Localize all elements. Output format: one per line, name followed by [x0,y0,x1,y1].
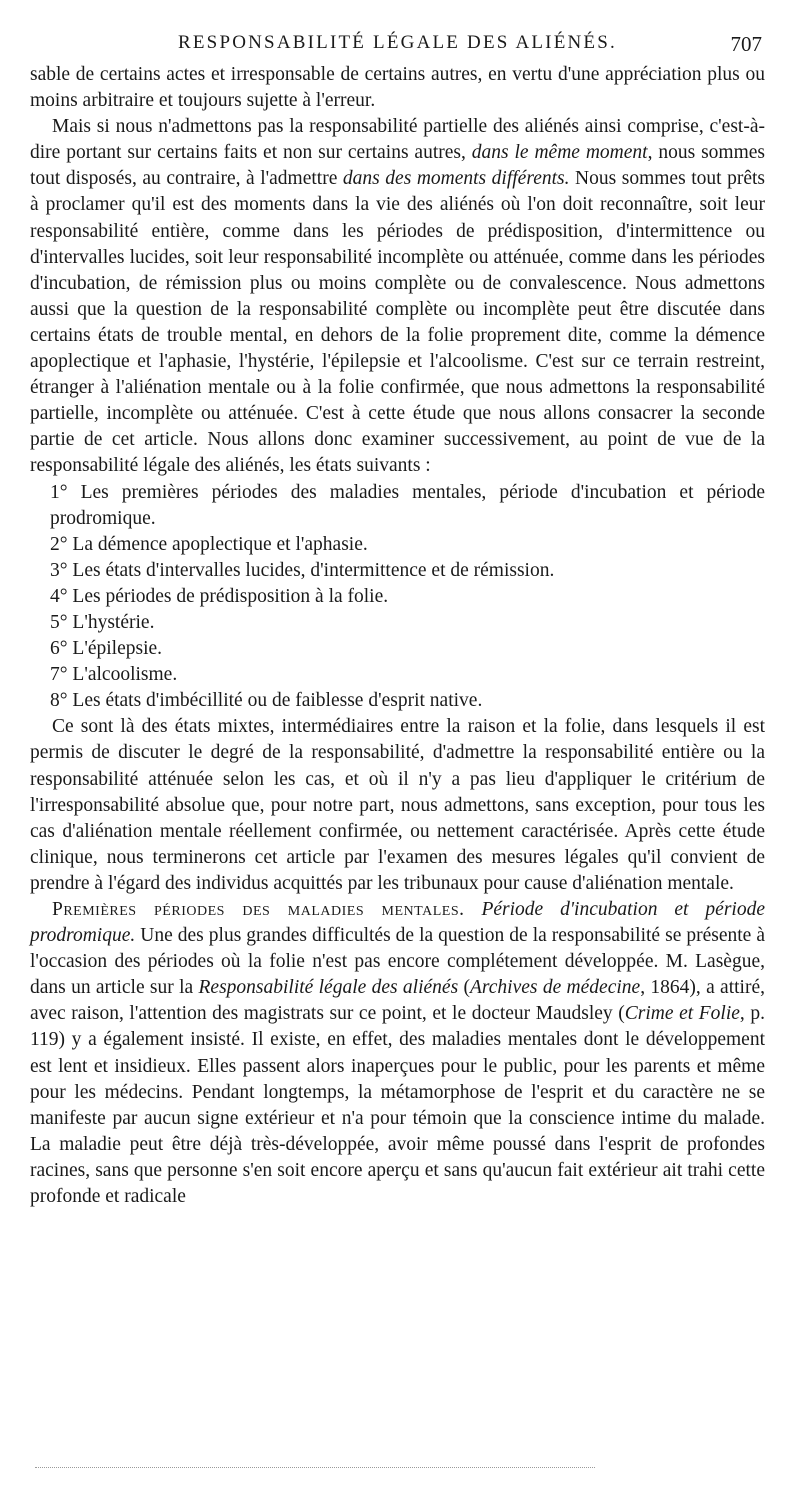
list-item: 2° La démence apoplectique et l'aphasie. [50,533,368,555]
list-item: 1° Les premières périodes des maladies mentales, période d'incubation et période prodromique. [50,481,765,529]
emphasis-same-moment: dans le même moment [471,142,648,164]
list-item: 4° Les périodes de prédisposition à la folie. [50,585,389,607]
emphasis-different-moments: dans des moments différents. [342,168,570,190]
list-item: 5° L'hystérie. [50,611,155,633]
paragraph-mixed-states: Ce sont là des états mixtes, intermédiaires entre la raison et la folie, dans lesquels il est permis de discuter le degré de la responsabilité, d'admettre la responsabilité entière ou la responsabilité atténuée selon les cas, et où il n'y a pas lieu d'appliquer le critérium de l'irresponsabilité absolue que, pour notre part, nous admettons, sans exception, pour tous les cas d'aliénation mentale réellement confirmée, ou nettement caractérisée. Après cette étude clinique, nous terminerons cet article par l'examen des mesures légales qu'il convient de prendre à l'égard des individus acquittés par les tribunaux pour cause d'aliénation mentale. [30,716,765,894]
list-item: 6° L'épilepsie. [50,638,163,660]
section-subheading: Période d'incubation et période prodromique. [30,899,765,947]
paragraph-text: Une des plus grandes difficultés de la question de la responsabilité se présente à l'occasion des périodes où la folie n'est pas encore complétement développée. M. Lasègue, dans un article sur la [30,925,765,999]
list-item: 3° Les états d'intervalles lucides, d'intermittence et de rémission. [50,559,555,581]
paragraph-text: Nous sommes tout prêts à proclamer qu'il est des moments dans la vie des aliénés où l'on doit reconnaître, soit leur responsabilité entière, comme dans les périodes de prédisposition, d'intermittence ou d'intervalles lucides, soit leur responsabilité incomplète ou atténuée, comme dans les périodes d'incubation, de rémission plus ou moins complète ou de convalescence. Nous admettons aussi que la question de la responsabilité complète ou incomplète peut être discutée dans certains états de trouble mental, en dehors de la folie proprement dite, comme la démence apoplectique et l'aphasie, l'hystérie, l'épilepsie et l'alcoolisme. C'est sur ce terrain restreint, étranger à l'aliénation mentale ou à la folie confirmée, que nous admettons la responsabilité partielle, incomplète ou atténuée. C'est à cette étude que nous allons consacrer la seconde partie de cet article. Nous allons donc examiner successivement, au point de vue de la responsabilité légale des aliénés, les états suivants : [30,168,765,477]
paragraph-text: Mais si nous n'admettons pas la responsabilité partielle des aliénés ainsi comprise, c'est-à-dire portant sur certains faits et non sur certains autres, [30,116,765,164]
paragraph-text: , nous sommes tout disposés, au contraire, à l'admettre [30,142,765,190]
paragraph-text: , p. 119) y a également insisté. Il existe, en effet, des maladies mentales dont le développement est lent et insidieux. Elles passent alors inaperçues pour le public, pour les parents et même pour les médecins. Pendant longtemps, la métamorphose de l'esprit et du caractère ne se manifeste par aucun signe extérieur et n'a pour témoin que la conscience intime du malade. La maladie peut être déjà très-développée, avoir même poussé dans l'esprit de profondes racines, sans que personne s'en soit encore aperçu et sans qu'aucun fait extérieur ait trahi cette profonde et radicale [30,1003,765,1208]
paragraph-text: ( [458,977,470,999]
section-heading: Premières périodes des maladies mentales. [52,899,465,920]
paragraph-partial-responsibility [30,114,765,479]
body-text [30,62,765,1210]
page-header [30,30,770,60]
running-title: RESPONSABILITÉ LÉGALE DES ALIÉNÉS. [178,32,617,53]
paragraph-continuation: sable de certains actes et irresponsable de certains autres, en vertu d'une appréciation plus ou moins arbitraire et toujours sujette à l'erreur. [30,64,765,112]
list-item: 7° L'alcoolisme. [50,664,178,686]
list-item: 8° Les états d'imbécillité ou de faiblesse d'esprit native. [50,690,483,712]
page-number: 707 [730,32,762,56]
citation-title: Responsabilité légale des aliénés [198,977,459,999]
paragraph-first-periods [30,897,765,1210]
citation-book: Crime et Folie [624,1003,740,1025]
citation-journal: Archives de médecine [470,977,641,999]
footer-divider [35,1467,595,1468]
paragraph-text: , 1864), a attiré, avec raison, l'attention des magistrats sur ce point, et le docteur Maudsley ( [30,977,765,1025]
